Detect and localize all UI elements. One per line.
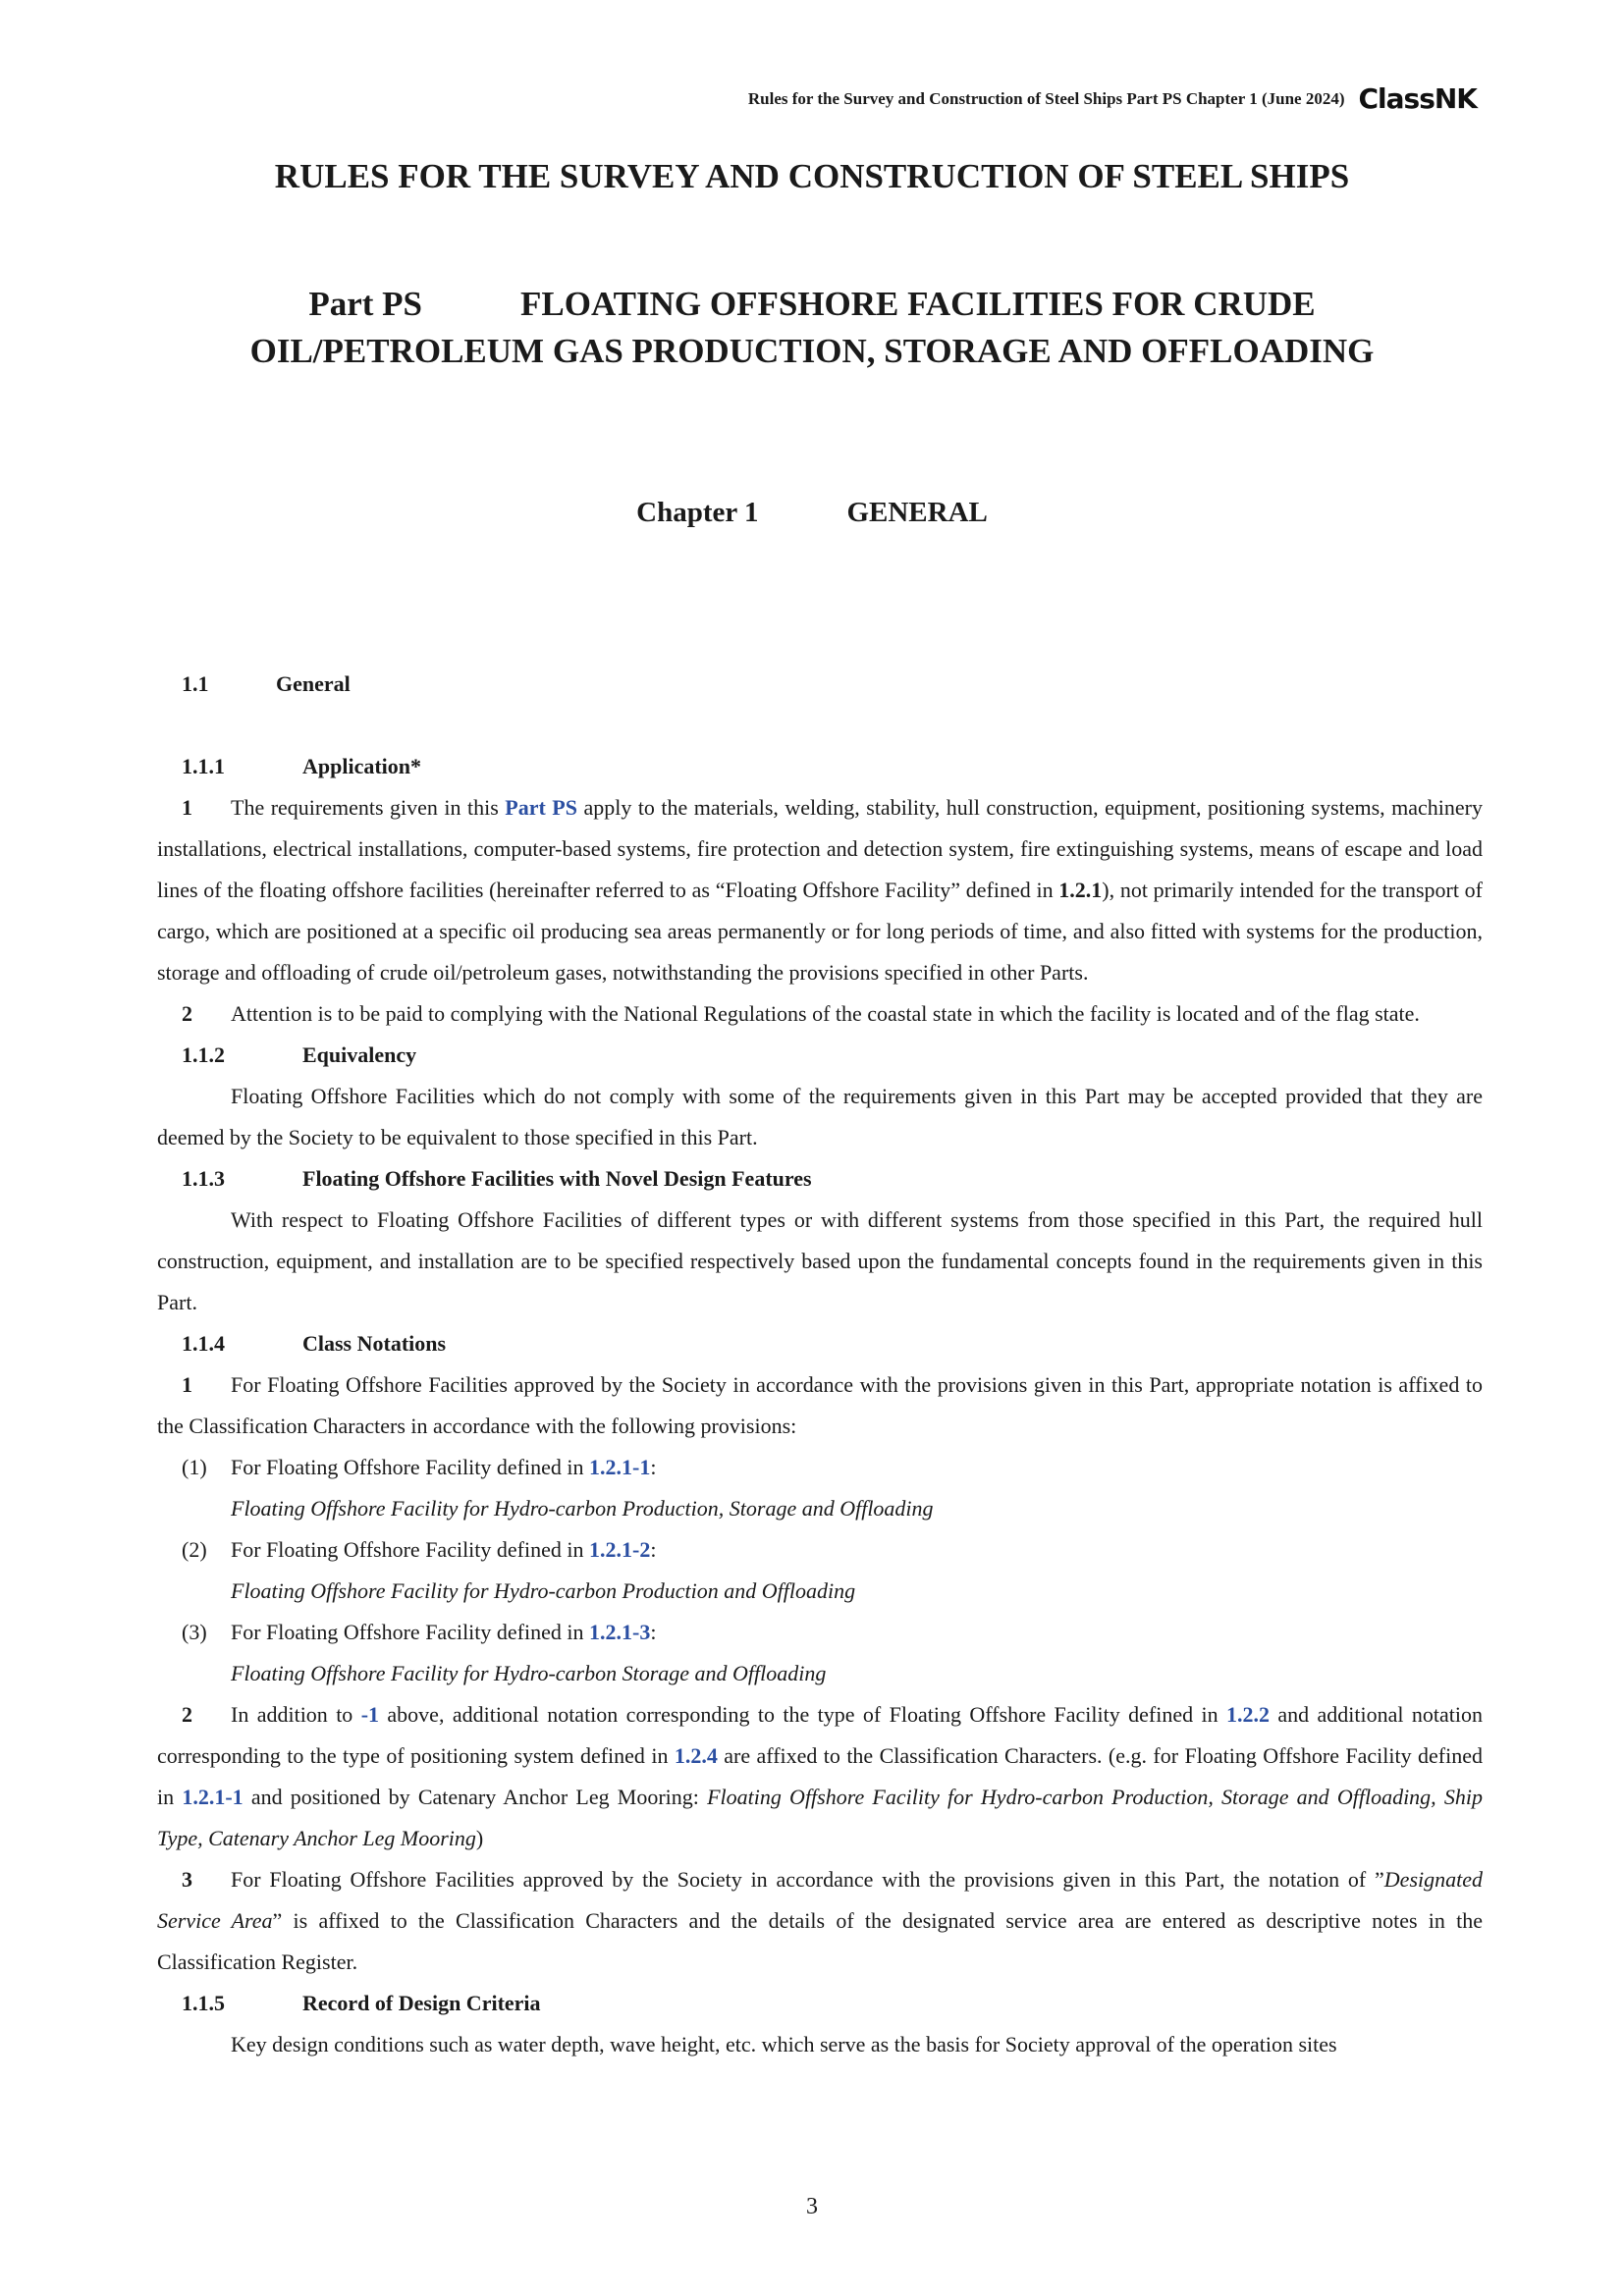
item-text: :	[650, 1537, 657, 1562]
paragraph-text: apply to the materials, welding, stability, hull construction, equipment, positioning systems, machinery installations, electrical installations, computer-based systems, fire protection and detection system, fire extinguishing systems, means of escape and load lines of the floating offshore facilities (hereinafter referred to as “Floating Offshore Facility” defined in	[157, 795, 1484, 902]
paragraph-1-1-1-1	[157, 787, 1483, 993]
paragraph-text: ), not primarily intended for the transport of cargo, which are positioned at a specific oil producing sea areas permanently or for long periods of time, and also fitted with systems for the production, storage and offloading of crude oil/petroleum gases, notwithstanding the provisions specified in other Parts.	[157, 878, 1483, 985]
paragraph-text: )	[475, 1826, 484, 1850]
item-text: :	[650, 1455, 657, 1479]
chapter-label: Chapter 1	[636, 497, 759, 528]
subsection-heading-1-1-3	[157, 1158, 1483, 1200]
page-number: 3	[806, 2194, 818, 2219]
item-text: For Floating Offshore Facility defined in	[231, 1537, 589, 1562]
cross-reference-link[interactable]: 1.2.1-1	[589, 1455, 651, 1479]
section-heading-1-1	[157, 664, 1483, 705]
paragraph-1-1-4-1	[157, 1364, 1483, 1447]
list-item	[157, 1612, 1483, 1653]
subsection-title: Class Notations	[302, 1331, 447, 1356]
paragraph-text: In addition to	[231, 1702, 361, 1727]
subsection-title: Equivalency	[302, 1042, 417, 1067]
subsection-title: Application*	[302, 754, 422, 778]
paragraph-text: For Floating Offshore Facilities approved by the Society in accordance with the provisions given in this Part, the notation of ”	[231, 1867, 1384, 1892]
item-number: (1)	[182, 1455, 207, 1479]
cross-reference-link[interactable]: 1.2.2	[1226, 1702, 1270, 1727]
paragraph-text: ” is affixed to the Classification Characters and the details of the designated service area are entered as descriptive notes in the Classification Register.	[157, 1908, 1483, 1974]
part-title-line1: FLOATING OFFSHORE FACILITIES FOR CRUDE	[520, 285, 1316, 323]
cross-reference-link[interactable]: 1.2.1-2	[589, 1537, 651, 1562]
paragraph-number: 2	[182, 1702, 192, 1727]
paragraph-1-1-4-3	[157, 1859, 1483, 1983]
cross-reference-link[interactable]: 1.2.1-1	[182, 1785, 244, 1809]
paragraph-text: The requirements given in this	[231, 795, 506, 820]
cross-reference-link[interactable]: -1	[360, 1702, 380, 1727]
paragraph-1-1-2: Floating Offshore Facilities which do not comply with some of the requirements given in this Part may be accepted provided that they are deemed by the Society to be equivalent to those specified in this Part.	[157, 1084, 1483, 1149]
paragraph-1-1-1-2	[157, 993, 1483, 1035]
running-header	[748, 82, 1477, 115]
item-number: (3)	[182, 1620, 207, 1644]
italic-notation: Floating Offshore Facility for Hydro-carbon Production, Storage and Offloading, Ship Type, Catenary Anchor Leg Mooring	[157, 1785, 1483, 1850]
item-number: (2)	[182, 1537, 207, 1562]
list-item	[157, 1529, 1483, 1571]
subsection-number: 1.1.1	[182, 754, 225, 778]
class-notation: Floating Offshore Facility for Hydro-carbon Storage and Offloading	[231, 1661, 827, 1685]
paragraph-number: 2	[182, 1001, 192, 1026]
paragraph-1-1-3: With respect to Floating Offshore Facilities of different types or with different systems from those specified in this Part, the required hull construction, equipment, and installation are to be specified respectively based upon the fundamental concepts found in the requirements given in this Part.	[157, 1207, 1483, 1314]
subsection-heading-1-1-5	[157, 1983, 1483, 2024]
running-title: Rules for the Survey and Construction of Steel Ships Part PS Chapter 1 (June 2024)	[747, 88, 1345, 108]
part-title	[0, 281, 1624, 375]
document-title: RULES FOR THE SURVEY AND CONSTRUCTION OF STEEL SHIPS	[274, 157, 1350, 195]
document-body	[157, 664, 1483, 2065]
section-number: 1.1	[182, 671, 209, 696]
part-label: Part PS	[308, 285, 423, 323]
paragraph-number: 3	[182, 1867, 192, 1892]
subsection-number: 1.1.2	[182, 1042, 225, 1067]
cross-reference-link[interactable]: 1.2.1-3	[589, 1620, 651, 1644]
subsection-heading-1-1-2	[157, 1035, 1483, 1076]
section-title: General	[276, 671, 351, 696]
subsection-title: Record of Design Criteria	[302, 1991, 541, 2015]
item-text: :	[650, 1620, 657, 1644]
subsection-number: 1.1.3	[182, 1166, 225, 1191]
part-title-line2: OIL/PETROLEUM GAS PRODUCTION, STORAGE AND OFFLOADING	[249, 332, 1375, 370]
subsection-title: Floating Offshore Facilities with Novel Design Features	[302, 1166, 812, 1191]
subsection-number: 1.1.5	[182, 1991, 225, 2015]
subsection-heading-1-1-1	[157, 746, 1483, 787]
paragraph-number: 1	[182, 1372, 192, 1397]
italic-notation: Designated Service Area	[157, 1867, 1483, 1933]
cross-reference-link[interactable]: 1.2.4	[674, 1743, 718, 1768]
paragraph-number: 1	[182, 795, 192, 820]
class-notation: Floating Offshore Facility for Hydro-carbon Production, Storage and Offloading	[231, 1496, 934, 1521]
cross-reference-link[interactable]: Part PS	[505, 795, 577, 820]
paragraph-text: above, additional notation corresponding to the type of Floating Offshore Facility defined in	[379, 1702, 1226, 1727]
paragraph-text: and positioned by Catenary Anchor Leg Mooring:	[243, 1785, 708, 1809]
class-notation: Floating Offshore Facility for Hydro-carbon Production and Offloading	[231, 1578, 856, 1603]
item-text: For Floating Offshore Facility defined in	[231, 1620, 589, 1644]
paragraph-text: For Floating Offshore Facilities approved by the Society in accordance with the provisions given in this Part, appropriate notation is affixed to the Classification Characters in accordance with the following provisions:	[157, 1372, 1483, 1438]
list-item	[157, 1447, 1483, 1488]
subsection-number: 1.1.4	[182, 1331, 225, 1356]
paragraph-1-1-4-2	[157, 1694, 1483, 1859]
paragraph-text: are affixed to the Classification Characters. (e.g. for Floating Offshore Facility defined in	[157, 1743, 1483, 1809]
paragraph-1-1-5: Key design conditions such as water depth, wave height, etc. which serve as the basis for Society approval of the operation sites	[231, 2032, 1337, 2056]
subsection-heading-1-1-4	[157, 1323, 1483, 1364]
bold-reference: 1.2.1	[1058, 878, 1103, 902]
paragraph-text: and additional notation corresponding to the type of positioning system defined in	[157, 1702, 1483, 1768]
item-text: For Floating Offshore Facility defined in	[231, 1455, 589, 1479]
classnk-logo: ClassNK	[1358, 82, 1477, 115]
chapter-title	[0, 497, 1624, 529]
paragraph-text: Attention is to be paid to complying with the National Regulations of the coastal state in which the facility is located and of the flag state.	[231, 1001, 1420, 1026]
chapter-name: GENERAL	[846, 497, 988, 528]
